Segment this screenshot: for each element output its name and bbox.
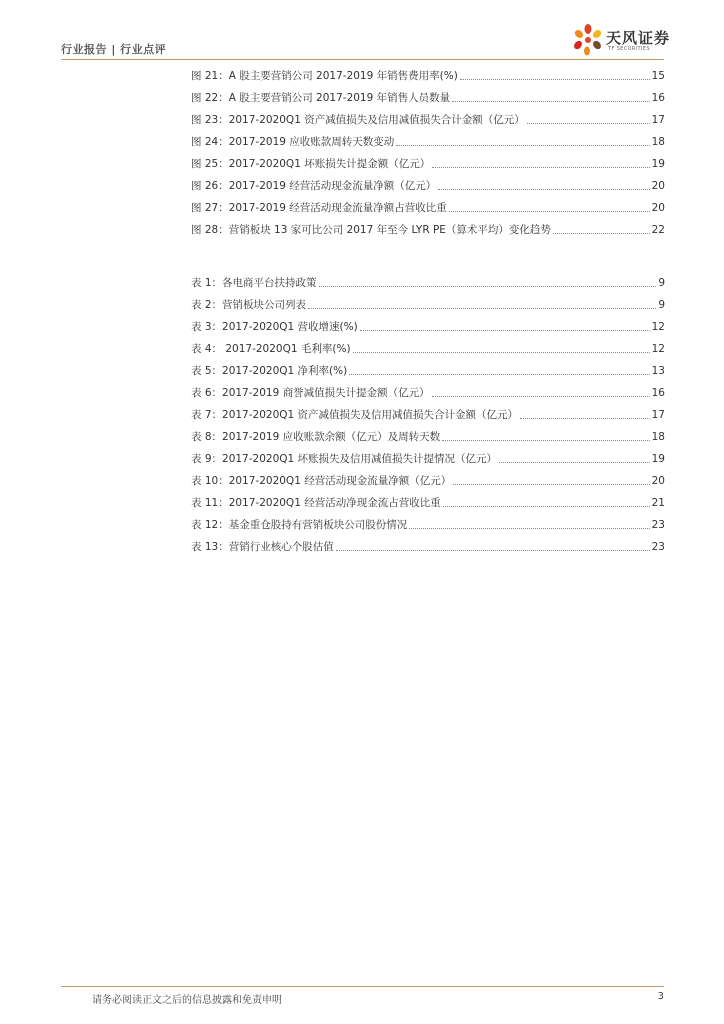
toc-entry-page: 18 [651, 431, 665, 443]
toc-entry[interactable] [191, 428, 665, 444]
toc-entry-page: 16 [651, 387, 665, 399]
toc-entry-title: 表 9：2017-2020Q1 坏账损失及信用减值损失计提情况（亿元） [191, 453, 498, 465]
toc-entry[interactable] [191, 450, 665, 466]
company-logo [570, 22, 670, 58]
toc-entry-page: 9 [658, 277, 665, 289]
header-divider [61, 59, 664, 60]
flower-logo-icon [570, 22, 606, 58]
toc-leader-dots [443, 505, 650, 507]
toc-entry-page: 17 [651, 409, 665, 421]
toc-entry[interactable] [191, 516, 665, 532]
report-category-label: 行业报告 | 行业点评 [61, 43, 167, 56]
toc-entry-page: 15 [651, 70, 665, 82]
toc-entry[interactable] [191, 155, 665, 171]
toc-leader-dots [442, 439, 650, 441]
toc-entry-title: 表 8：2017-2019 应收账款余额（亿元）及周转天数 [191, 431, 441, 443]
page-header [0, 0, 724, 60]
toc-entry[interactable] [191, 89, 665, 105]
toc-entry-page: 20 [651, 202, 665, 214]
toc-entry-page: 12 [651, 321, 665, 333]
toc-entry-page: 16 [651, 92, 665, 104]
logo-company-name: 天风证券 [606, 29, 671, 47]
toc-entry-title: 图 25：2017-2020Q1 坏账损失计提金额（亿元） [191, 158, 431, 170]
toc-leader-dots [319, 285, 657, 287]
toc-entry[interactable] [191, 177, 665, 193]
toc-entry-page: 22 [651, 224, 665, 236]
toc-entry-page: 19 [651, 158, 665, 170]
toc-entry-page: 18 [651, 136, 665, 148]
toc-entry[interactable] [191, 472, 665, 488]
toc-entry[interactable] [191, 221, 665, 237]
toc-entry[interactable] [191, 340, 665, 356]
toc-entry-page: 23 [651, 519, 665, 531]
toc-leader-dots [409, 527, 649, 529]
toc-entry-page: 19 [651, 453, 665, 465]
toc-entry-title: 图 27：2017-2019 经营活动现金流量净额占营收比重 [191, 202, 447, 214]
toc-entry-title: 表 11：2017-2020Q1 经营活动净现金流占营收比重 [191, 497, 441, 509]
toc-entry-title: 图 21：A 股主要营销公司 2017-2019 年销售费用率(%) [191, 70, 458, 82]
footer-divider [61, 986, 664, 987]
toc-leader-dots [349, 373, 649, 375]
toc-leader-dots [520, 417, 650, 419]
toc-entry-title: 图 28：营销板块 13 家可比公司 2017 年至今 LYR PE（算术平均）变化趋势 [191, 224, 551, 236]
toc-leader-dots [553, 232, 650, 234]
toc-entry-title: 表 4： 2017-2020Q1 毛利率(%) [191, 343, 351, 355]
toc-leader-dots [360, 329, 650, 331]
toc-entry-title: 图 22：A 股主要营销公司 2017-2019 年销售人员数量 [191, 92, 451, 104]
toc-leader-dots [438, 188, 649, 190]
toc-leader-dots [308, 307, 656, 309]
footer-disclaimer: 请务必阅读正文之后的信息披露和免责申明 [92, 995, 282, 1006]
toc-leader-dots [460, 78, 650, 80]
toc-entry-title: 表 12：基金重仓股持有营销板块公司股份情况 [191, 519, 408, 531]
toc-entry-title: 图 26：2017-2019 经营活动现金流量净额（亿元） [191, 180, 437, 192]
toc-entry-title: 图 23：2017-2020Q1 资产减值损失及信用减值损失合计金额（亿元） [191, 114, 525, 126]
toc-leader-dots [453, 483, 649, 485]
toc-entry-page: 17 [651, 114, 665, 126]
toc-entry-page: 23 [651, 541, 665, 553]
toc-entry-title: 表 13：营销行业核心个股估值 [191, 541, 334, 553]
toc-entry-title: 表 5：2017-2020Q1 净利率(%) [191, 365, 348, 377]
toc-entry-title: 图 24：2017-2019 应收账款周转天数变动 [191, 136, 395, 148]
toc-entry[interactable] [191, 538, 665, 554]
toc-entry[interactable] [191, 274, 665, 290]
toc-leader-dots [353, 351, 650, 353]
toc-entry[interactable] [191, 296, 665, 312]
toc-leader-dots [432, 166, 649, 168]
toc-entry[interactable] [191, 67, 665, 83]
toc-entry-title: 表 10：2017-2020Q1 经营活动现金流量净额（亿元） [191, 475, 452, 487]
toc-leader-dots [499, 461, 650, 463]
toc-entry-page: 21 [651, 497, 665, 509]
toc-entry[interactable] [191, 362, 665, 378]
toc-entry-title: 表 3：2017-2020Q1 营收增速(%) [191, 321, 358, 333]
toc-entry-title: 表 1：各电商平台扶持政策 [191, 277, 317, 289]
toc-leader-dots [449, 210, 650, 212]
toc-leader-dots [396, 144, 649, 146]
toc-entry[interactable] [191, 133, 665, 149]
toc-entry-title: 表 2：营销板块公司列表 [191, 299, 307, 311]
toc-entry[interactable] [191, 111, 665, 127]
toc-entry-title: 表 7：2017-2020Q1 资产减值损失及信用减值损失合计金额（亿元） [191, 409, 519, 421]
page-number: 3 [657, 991, 664, 1002]
toc-leader-dots [336, 549, 650, 551]
toc-entry[interactable] [191, 494, 665, 510]
toc-entry-page: 12 [651, 343, 665, 355]
toc-leader-dots [432, 395, 650, 397]
logo-company-subtitle: TF SECURITIES [608, 46, 651, 52]
toc-entry-page: 9 [658, 299, 665, 311]
toc-entry[interactable] [191, 406, 665, 422]
toc-entry-page: 13 [651, 365, 665, 377]
toc-entry-page: 20 [651, 475, 665, 487]
toc-entry[interactable] [191, 384, 665, 400]
toc-entry[interactable] [191, 318, 665, 334]
toc-leader-dots [452, 100, 649, 102]
toc-leader-dots [527, 122, 650, 124]
toc-entry[interactable] [191, 199, 665, 215]
toc-entry-page: 20 [651, 180, 665, 192]
toc-entry-title: 表 6：2017-2019 商誉减值损失计提金额（亿元） [191, 387, 430, 399]
